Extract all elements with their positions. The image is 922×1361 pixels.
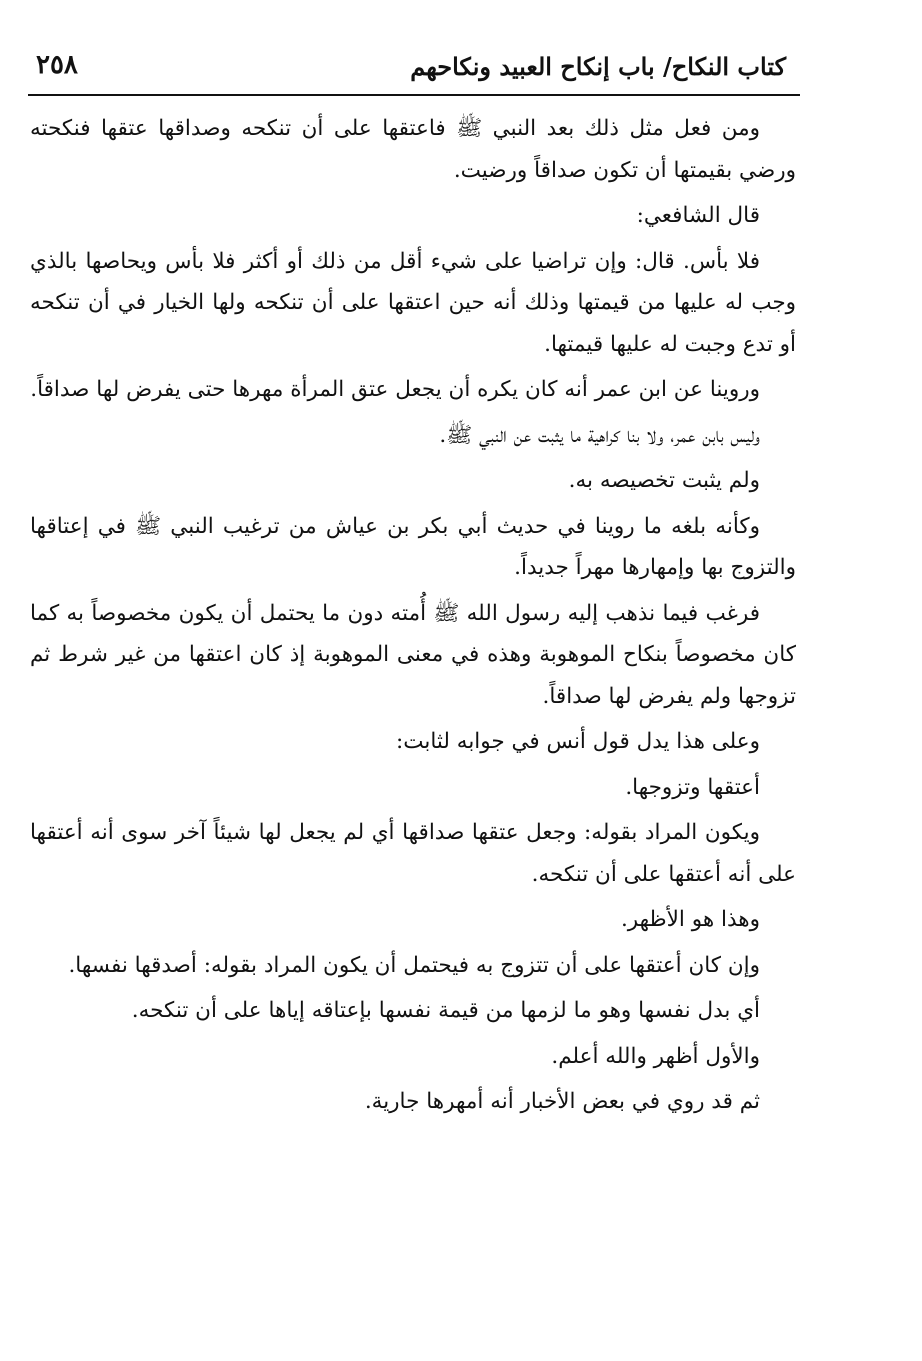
paragraph-12: وهذا هو الأظهر. xyxy=(620,907,760,932)
paragraph-5: وليس بابن عمر، ولا بنا كراهية ما يثبت عن النبي ﷺ. xyxy=(439,422,760,448)
paragraph-6: ولم يثبت تخصيصه به. xyxy=(568,468,760,493)
chapter-title: كتاب النكاح/ باب إنكاح العبيد ونكاحهم xyxy=(410,52,786,81)
paragraph-1: ومن فعل مثل ذلك بعد النبي ﷺ فاعتقها على أن تنكحه وصداقها عتقها فنكحته ورضي بقيمتها أن تكون صداقاً ورضيت. xyxy=(30,116,796,183)
paragraph-7: وكأنه بلغه ما روينا في حديث أبي بكر بن عياش من ترغيب النبي ﷺ في إعتاقها والتزوج بها وإمهارها مهراً جديداً. xyxy=(30,513,796,580)
page-number: ٢٥٨ xyxy=(36,50,78,80)
running-header xyxy=(30,50,798,90)
header-rule xyxy=(28,94,800,96)
paragraph-9: وعلى هذا يدل قول أنس في جوابه لثابت: xyxy=(396,729,760,754)
paragraph-15: والأول أظهر والله أعلم. xyxy=(551,1043,760,1069)
paragraph-3: فلا بأس. قال: وإن تراضيا على شيء أقل من ذلك أو أكثر فلا بأس ويحاصها بالذي وجب له عليها من قيمتها وذلك أنه حين اعتقها على أن تنكحه ولها الخيار في أن تنكحه أو تدع وجبت له عليها قيمتها. xyxy=(30,248,796,357)
body-text xyxy=(30,108,796,1127)
paragraph-8: فرغب فيما نذهب إليه رسول الله ﷺ أُمته دون ما يحتمل أن يكون مخصوصاً به كما كان مخصوصاً بنكاح الموهوبة وهذه في معنى الموهوبة إذ كان اعتقها من غير شرط ثم تزوجها ولم يفرض لها صداقاً. xyxy=(30,600,796,709)
paragraph-14: أي بدل نفسها وهو ما لزمها من قيمة نفسها بإعتاقه إياها على أن تنكحه. xyxy=(131,998,760,1023)
paragraph-10: أعتقها وتزوجها. xyxy=(625,774,760,800)
paragraph-13: وإن كان أعتقها على أن تتزوج به فيحتمل أن يكون المراد بقوله: أصدقها نفسها. xyxy=(68,952,760,978)
paragraph-11: ويكون المراد بقوله: وجعل عتقها صداقها أي لم يجعل لها شيئاً آخر سوى أنه أعتقها على أنه أعتقها على أن تنكحه. xyxy=(30,820,796,887)
paragraph-4: وروينا عن ابن عمر أنه كان يكره أن يجعل عتق المرأة مهرها حتى يفرض لها صداقاً. xyxy=(30,377,760,402)
paragraph-shafii-heading: قال الشافعي: xyxy=(636,203,760,228)
paragraph-16: ثم قد روي في بعض الأخبار أنه أمهرها جارية. xyxy=(364,1089,760,1114)
